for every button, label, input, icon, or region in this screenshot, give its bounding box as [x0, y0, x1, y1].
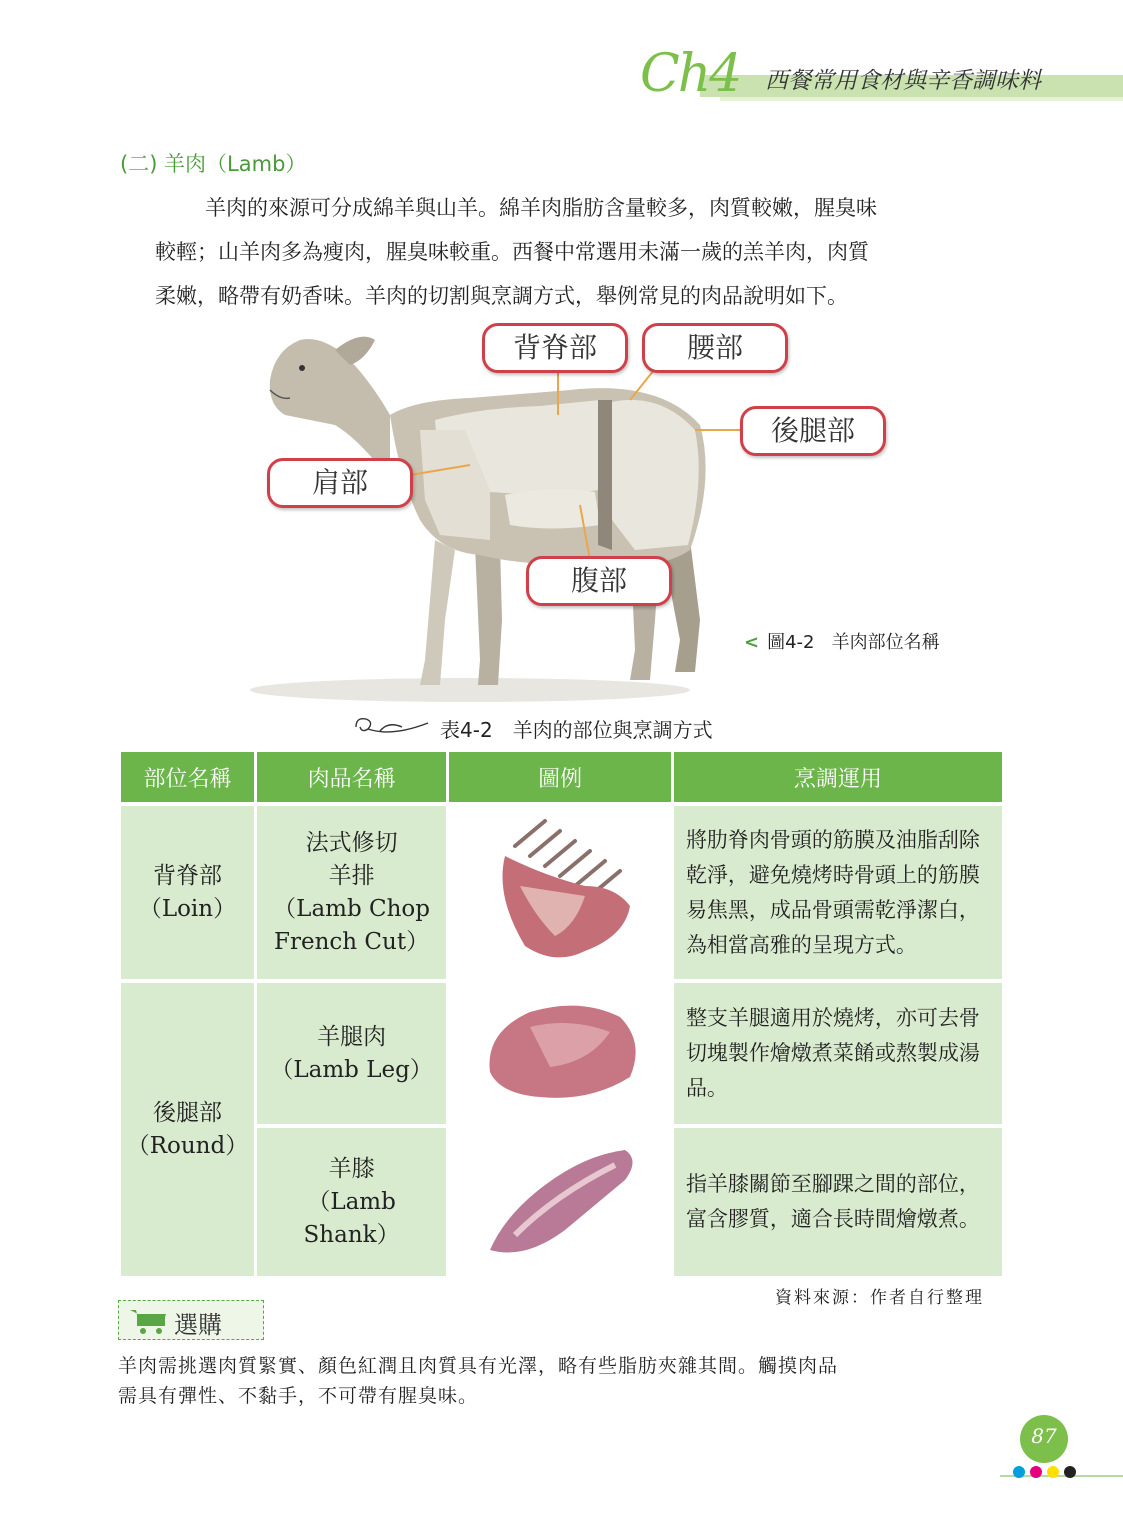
paragraph-line-1: 羊肉的來源可分成綿羊與山羊。綿羊肉脂肪含量較多，肉質較嫩，腥臭味: [205, 196, 877, 220]
table-source: 資料來源：作者自行整理: [775, 1288, 984, 1308]
shopping-cart-icon: [128, 1306, 168, 1336]
product-cell: [257, 1128, 446, 1276]
product-line: Shank）: [303, 1221, 400, 1248]
product-line: （Lamb: [307, 1188, 396, 1215]
product-line: 羊排: [328, 862, 375, 889]
part-name: 後腿部: [152, 1099, 222, 1126]
table-header: 肉品名稱: [257, 752, 446, 802]
paragraph-line-2: 較輕；山羊肉多為瘦肉，腥臭味較重。西餐中常選用未滿一歲的羔羊肉，肉質: [155, 240, 869, 264]
lamb-leg-image: [470, 992, 650, 1112]
figure-caption-label: 圖4-2: [767, 632, 815, 653]
buying-line-1: 羊肉需挑選肉質緊實、顏色紅潤且肉質具有光澤，略有些脂肪夾雜其間。觸摸肉品: [118, 1355, 839, 1377]
callout-belly: 腹部: [526, 556, 672, 606]
table-header: 圖例: [449, 752, 671, 802]
chapter-band-shadow: [720, 97, 1123, 101]
product-line: （Lamb Chop: [273, 895, 430, 922]
buying-line-2: 需具有彈性、不黏手，不可帶有腥臭味。: [118, 1385, 479, 1407]
callout-shoulder: 肩部: [267, 458, 413, 508]
page-number: 87: [1031, 1424, 1057, 1448]
buying-title: 選購: [174, 1311, 222, 1339]
figure-caption-text: 羊肉部位名稱: [831, 632, 940, 653]
product-line: 羊腿肉: [317, 1023, 387, 1050]
part-cell: [121, 806, 254, 979]
product-line: （Lamb Leg）: [270, 1056, 433, 1083]
part-cell: [121, 983, 254, 1276]
product-line: 法式修切: [305, 829, 398, 856]
cmyk-dot-cyan: [1013, 1466, 1025, 1478]
paragraph-line-3: 柔嫩，略帶有奶香味。羊肉的切割與烹調方式，舉例常見的肉品說明如下。: [155, 284, 848, 308]
callout-hind-leg: 後腿部: [740, 406, 886, 456]
part-name: 背脊部: [152, 862, 222, 889]
callout-waist: 腰部: [642, 323, 788, 373]
part-name-en: （Loin）: [138, 895, 237, 922]
table-header-row: [121, 752, 1002, 802]
table-header: 部位名稱: [121, 752, 254, 802]
cmyk-dot-black: [1064, 1466, 1076, 1478]
callout-connectors: [380, 360, 760, 580]
section-title: (二) 羊肉（Lamb）: [120, 152, 307, 176]
chapter-number: Ch4: [640, 44, 741, 104]
product-cell: [257, 983, 446, 1124]
image-cell: [449, 806, 671, 979]
table-caption: 表4-2 羊肉的部位與烹調方式: [440, 718, 713, 742]
swirl-ornament-icon: [352, 713, 432, 739]
lamb-shank-image: [475, 1135, 645, 1265]
table-row: [121, 806, 1002, 979]
product-line: 羊膝: [328, 1155, 375, 1182]
table-header: 烹調運用: [674, 752, 1002, 802]
part-name-en: （Round）: [126, 1132, 249, 1159]
figure-caption: [744, 628, 940, 654]
chapter-title: 西餐常用食材與辛香調味料: [765, 68, 1041, 94]
callout-loin: 背脊部: [482, 323, 628, 373]
usage-cell: 整支羊腿適用於燒烤，亦可去骨切塊製作燴燉煮菜餚或熬製成湯品。: [674, 983, 1002, 1124]
lamb-rack-image: [475, 816, 645, 966]
usage-cell: 指羊膝關節至腳踝之間的部位，富含膠質，適合長時間燴燉煮。: [674, 1128, 1002, 1276]
cmyk-dot-yellow: [1047, 1466, 1059, 1478]
product-cell: [257, 806, 446, 979]
chevron-left-icon: <: [744, 632, 760, 653]
table-row: [121, 983, 1002, 1124]
product-line: French Cut）: [274, 928, 430, 955]
image-cell: [449, 1128, 671, 1276]
lamb-cuts-table: [118, 752, 1005, 1276]
cmyk-dot-magenta: [1030, 1466, 1042, 1478]
usage-cell: 將肋脊肉骨頭的筋膜及油脂刮除乾淨，避免燒烤時骨頭上的筋膜易焦黑，成品骨頭需乾淨潔白，為相當高雅的呈現方式。: [674, 806, 1002, 979]
image-cell: [449, 983, 671, 1124]
